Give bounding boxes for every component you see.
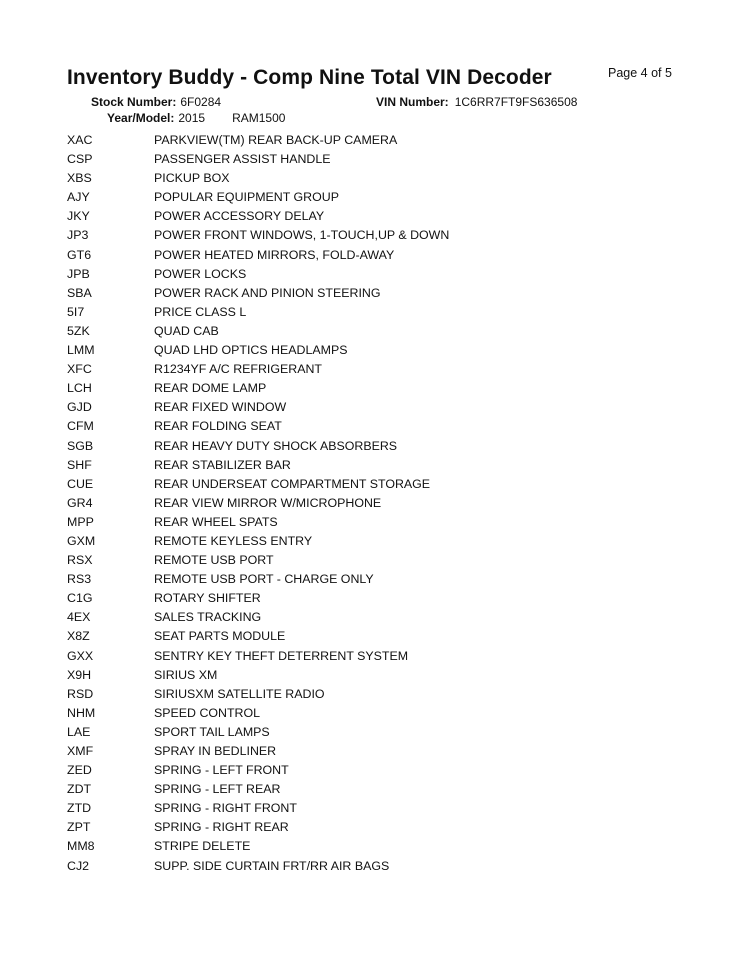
option-code: LMM: [67, 343, 95, 358]
year-model-label: Year/Model:: [107, 111, 175, 125]
year-value: 2015: [178, 111, 206, 125]
option-description: SPRING - LEFT FRONT: [154, 763, 289, 778]
year-model-field: [107, 111, 285, 125]
option-code: CJ2: [67, 858, 90, 873]
option-code: CUE: [67, 476, 94, 491]
option-code: GJD: [67, 400, 92, 415]
option-code: AJY: [67, 190, 90, 205]
option-description: STRIPE DELETE: [154, 839, 251, 854]
option-description: SPRING - RIGHT REAR: [154, 820, 289, 835]
option-description: POPULAR EQUIPMENT GROUP: [154, 190, 339, 205]
stock-number-field: [91, 95, 221, 109]
stock-number-value: 6F0284: [180, 95, 222, 109]
option-description: REAR FIXED WINDOW: [154, 400, 287, 415]
option-code: RS3: [67, 572, 92, 587]
option-code: 4EX: [67, 610, 91, 625]
page-number: Page 4 of 5: [608, 66, 672, 80]
option-code: GXX: [67, 648, 94, 663]
option-code: GR4: [67, 495, 93, 510]
option-description: SIRIUSXM SATELLITE RADIO: [154, 686, 325, 701]
option-code: ZDT: [67, 782, 92, 797]
option-description: REMOTE KEYLESS ENTRY: [154, 533, 313, 548]
option-description: POWER RACK AND PINION STEERING: [154, 285, 381, 300]
option-description: SPRING - LEFT REAR: [154, 782, 281, 797]
option-code: XBS: [67, 171, 92, 186]
option-description: REAR HEAVY DUTY SHOCK ABSORBERS: [154, 438, 398, 453]
option-description: PASSENGER ASSIST HANDLE: [154, 152, 331, 167]
option-code: XFC: [67, 362, 92, 377]
option-code: SBA: [67, 285, 92, 300]
option-code: MM8: [67, 839, 95, 854]
option-code: XAC: [67, 133, 93, 147]
option-description: SPEED CONTROL: [154, 705, 261, 720]
option-code: ZED: [67, 763, 92, 778]
option-code: ZTD: [67, 801, 92, 816]
option-description: R1234YF A/C REFRIGERANT: [154, 362, 323, 377]
option-code: RSD: [67, 686, 94, 701]
option-code: GXM: [67, 533, 96, 548]
option-code: LAE: [67, 724, 91, 739]
option-description: REAR STABILIZER BAR: [154, 457, 291, 472]
stock-number-label: Stock Number:: [91, 95, 177, 109]
option-description: POWER FRONT WINDOWS, 1-TOUCH,UP & DOWN: [154, 228, 450, 243]
option-code: NHM: [67, 705, 96, 720]
option-description: PICKUP BOX: [154, 171, 230, 186]
option-description: QUAD CAB: [154, 323, 219, 338]
option-code: JPB: [67, 266, 90, 281]
option-code: MPP: [67, 514, 94, 529]
option-description: POWER ACCESSORY DELAY: [154, 209, 325, 224]
option-code: X9H: [67, 667, 92, 682]
option-description: SPRING - RIGHT FRONT: [154, 801, 297, 816]
option-code: GT6: [67, 247, 92, 262]
option-description: SUPP. SIDE CURTAIN FRT/RR AIR BAGS: [154, 858, 390, 873]
option-description: REAR WHEEL SPATS: [154, 514, 278, 529]
option-description: POWER HEATED MIRRORS, FOLD-AWAY: [154, 247, 395, 262]
option-description: REAR VIEW MIRROR W/MICROPHONE: [154, 495, 382, 510]
option-description: REMOTE USB PORT: [154, 553, 274, 568]
option-description: SENTRY KEY THEFT DETERRENT SYSTEM: [154, 648, 409, 663]
option-code: LCH: [67, 381, 92, 396]
option-description: SIRIUS XM: [154, 667, 218, 682]
option-description: SPORT TAIL LAMPS: [154, 724, 270, 739]
option-code: XMF: [67, 744, 94, 758]
option-code: JKY: [67, 209, 90, 224]
option-code: CSP: [67, 152, 93, 167]
vin-number-label: VIN Number:: [376, 95, 449, 109]
option-code: CFM: [67, 419, 94, 434]
option-code: 5I7: [67, 304, 85, 319]
option-code: JP3: [67, 228, 89, 243]
option-description: QUAD LHD OPTICS HEADLAMPS: [154, 343, 348, 358]
option-code: C1G: [67, 591, 93, 606]
option-description: ROTARY SHIFTER: [154, 591, 261, 606]
option-code: RSX: [67, 553, 93, 568]
option-description: SEAT PARTS MODULE: [154, 629, 286, 644]
option-code: ZPT: [67, 820, 91, 835]
option-description: POWER LOCKS: [154, 266, 247, 281]
option-code: SHF: [67, 457, 92, 472]
option-description: PARKVIEW(TM) REAR BACK-UP CAMERA: [154, 133, 398, 147]
vin-number-value: 1C6RR7FT9FS636508: [454, 95, 578, 109]
option-description: PRICE CLASS L: [154, 304, 247, 319]
page-title: Inventory Buddy - Comp Nine Total VIN Decoder: [67, 66, 552, 89]
model-value: RAM1500: [232, 111, 286, 125]
option-code: X8Z: [67, 629, 90, 644]
option-code: 5ZK: [67, 323, 90, 338]
option-description: REAR DOME LAMP: [154, 381, 267, 396]
option-description: REAR FOLDING SEAT: [154, 419, 282, 434]
option-description: SPRAY IN BEDLINER: [154, 744, 277, 758]
option-description: REMOTE USB PORT - CHARGE ONLY: [154, 572, 374, 587]
vin-number-field: [376, 95, 577, 109]
option-description: SALES TRACKING: [154, 610, 262, 625]
option-code: SGB: [67, 438, 94, 453]
option-description: REAR UNDERSEAT COMPARTMENT STORAGE: [154, 476, 431, 491]
